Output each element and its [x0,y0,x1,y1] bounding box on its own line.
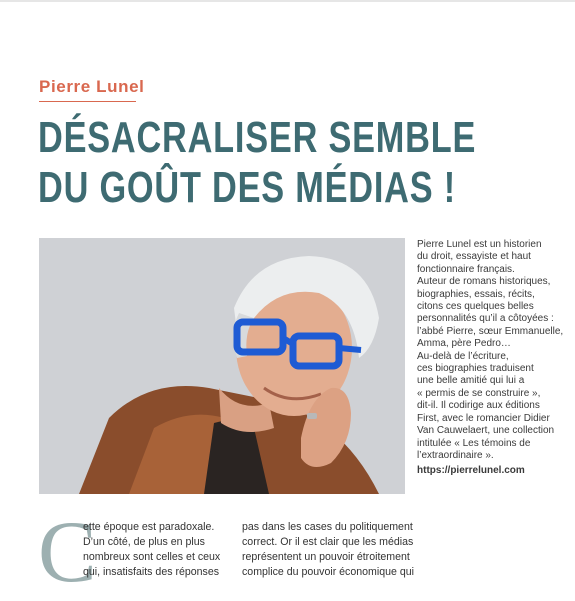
bio-line: intitulée « Les témoins de [417,437,531,449]
bio-line: personnalités qu’il a côtoyées : [417,313,554,325]
bio-line: l’extraordinaire ». [417,449,494,461]
portrait-illustration [39,238,405,494]
website-link[interactable]: https://pierrelunel.com [417,465,525,477]
body-line: représentent un pouvoir étroitement [242,551,410,563]
body-line: ette époque est paradoxale. [83,521,215,533]
drop-cap: C [38,504,97,601]
body-line: correct. Or il est clair que les médias [242,536,414,548]
bio-line: ces biographies traduisent [417,363,534,375]
body-column-2 [242,520,412,580]
bio-line: Auteur de romans historiques, [417,276,551,288]
body-line: pas dans les cases du politiquement [242,521,413,533]
bio-line: fonctionnaire français. [417,263,515,275]
body-line: qui, insatisfaits des réponses [83,566,220,578]
bio-line: du droit, essayiste et haut [417,251,531,263]
bio-line: l’abbé Pierre, sœur Emmanuelle, [417,325,564,337]
bio-line: biographies, essais, récits, [417,288,535,300]
author-underline [39,101,136,102]
bio-line: Amma, père Pedro… [417,338,511,350]
bio-line: Van Cauwelaert, une collection [417,425,555,437]
bio-line: First, avec le romancier Didier [417,412,550,424]
body-line: nombreux sont celles et ceux [83,551,221,563]
bio-line: Pierre Lunel est un historien [417,239,542,250]
headline-line-2: DU GOÛT DES MÉDIAS ! [38,163,456,212]
bio-line: « permis de se construire », [417,387,541,399]
author-bio [417,239,575,478]
top-rule [0,0,575,2]
body-line: D’un côté, de plus en plus [83,536,205,548]
body-line: complice du pouvoir économique qui [242,566,414,578]
author-portrait-photo [39,238,405,494]
bio-line: citons ces quelques belles [417,301,534,313]
bio-line: Au-delà de l’écriture, [417,350,509,362]
bio-line: une belle amitié qui lui a [417,375,525,387]
author-name: Pierre Lunel [39,77,145,96]
headline [38,113,477,213]
headline-line-1: DÉSACRALISER SEMBLE [38,113,477,162]
body-column-1 [83,520,243,580]
bio-line: dit-il. Il codirige aux éditions [417,400,540,412]
